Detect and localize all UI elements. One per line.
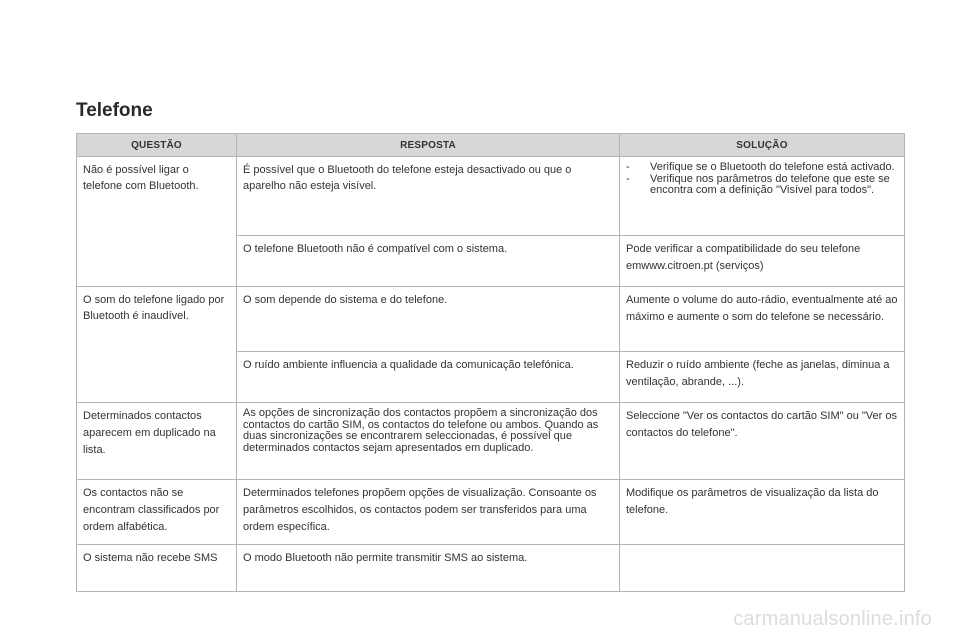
question-cell: O sistema não recebe SMS [77,545,237,592]
bullet-text: Verifique se o Bluetooth do telefone está activado. [650,161,895,173]
solution-cell: Seleccione "Ver os contactos do cartão SIM" ou "Ver os contactos do telefone". [620,403,905,480]
table-row [77,287,905,352]
response-cell: É possível que o Bluetooth do telefone esteja desactivado ou que o aparelho não esteja visível. [237,157,620,236]
bullet-dash: - [626,172,630,185]
solution-cell: Modifique os parâmetros de visualização da lista do telefone. [620,480,905,545]
response-cell: O telefone Bluetooth não é compatível com o sistema. [237,236,620,287]
response-cell: O ruído ambiente influencia a qualidade da comunicação telefónica. [237,352,620,403]
question-cell: Não é possível ligar o telefone com Bluetooth. [77,157,237,287]
table-row [77,545,905,592]
question-cell: Determinados contactos aparecem em duplicado na lista. [77,403,237,480]
solution-cell: Pode verificar a compatibilidade do seu telefone emwww.citroen.pt (serviços) [620,236,905,287]
response-cell: O som depende do sistema e do telefone. [237,287,620,352]
table-row [77,480,905,545]
table-row [77,403,905,480]
bullet-text: Verifique nos parâmetros do telefone que este se encontra com a definição "Visível para todos". [650,172,890,196]
table-row [77,157,905,236]
response-cell: O modo Bluetooth não permite transmitir SMS ao sistema. [237,545,620,592]
troubleshooting-table [76,133,905,592]
header-solution: SOLUÇÃO [620,134,905,157]
solution-cell [620,545,905,592]
table-header-row [77,134,905,157]
watermark: carmanualsonline.info [733,608,932,630]
response-cell: Determinados telefones propõem opções de visualização. Consoante os parâmetros escolhidos, os contactos podem ser transferidos para uma ordem específica. [237,480,620,545]
solution-bullet [626,174,898,197]
header-response: RESPOSTA [237,134,620,157]
solution-bullet [626,162,898,174]
question-cell: Os contactos não se encontram classificados por ordem alfabética. [77,480,237,545]
solution-cell: Aumente o volume do auto-rádio, eventualmente até ao máximo e aumente o som do telefone se necessário. [620,287,905,352]
response-cell: As opções de sincronização dos contactos propõem a sincronização dos contactos do cartão SIM, os contactos do telefone ou ambos. Quando as duas sincronizações se encontrarem seleccionadas, é possível que determinados contactos sejam apresentados em duplicado. [237,403,620,480]
page-title: Telefone [76,100,153,121]
solution-cell: Reduzir o ruído ambiente (feche as janelas, diminua a ventilação, abrande, ...). [620,352,905,403]
header-question: QUESTÃO [77,134,237,157]
solution-cell [620,157,905,236]
bullet-dash: - [626,161,630,173]
question-cell: O som do telefone ligado por Bluetooth é inaudível. [77,287,237,403]
